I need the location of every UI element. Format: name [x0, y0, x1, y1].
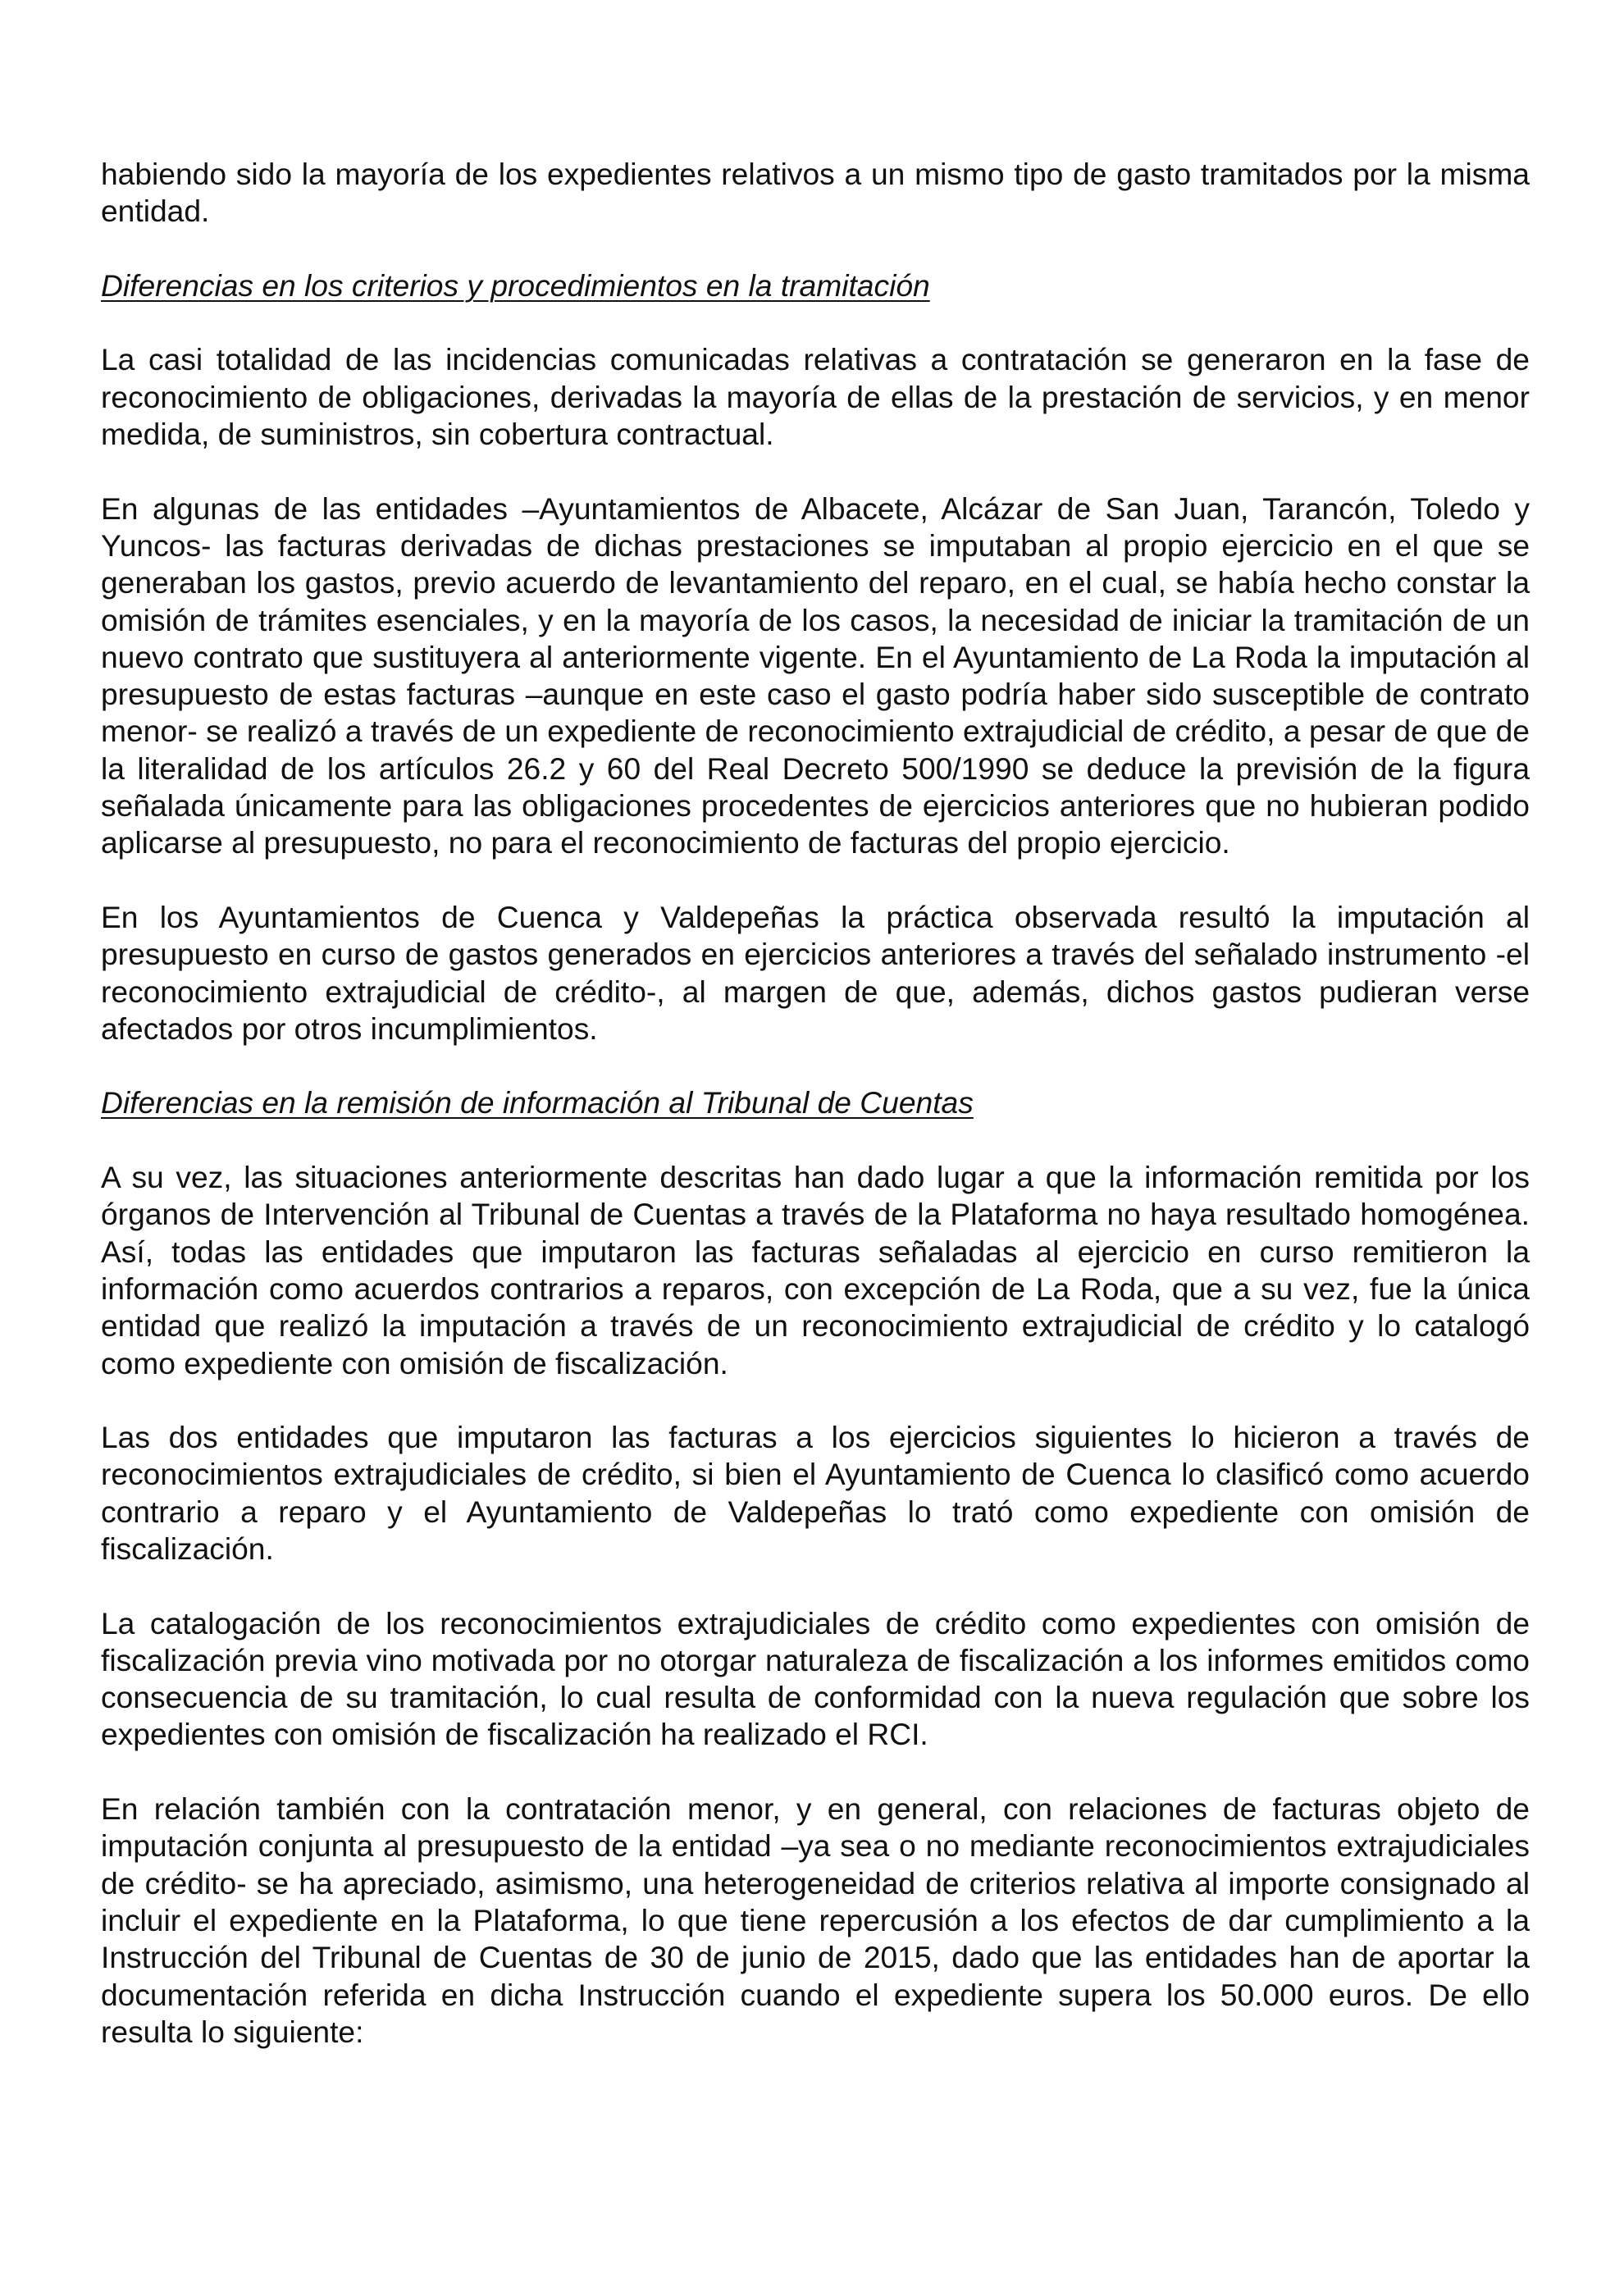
section-heading: Diferencias en la remisión de información al Tribunal de Cuentas — [101, 1085, 974, 1120]
paragraph: En relación también con la contratación menor, y en general, con relaciones de facturas objeto de imputación conjunta al presupuesto de la entidad –ya sea o no mediante reconocimientos extrajudiciales de crédito- se ha apreciado, asimismo, una heterogeneidad de criterios relativa al importe consignado al incluir el expediente en la Plataforma, lo que tiene repercusión a los efectos de dar cumplimiento a la Instrucción del Tribunal de Cuentas de 30 de junio de 2015, dado que las entidades han de aportar la documentación referida en dicha Instrucción cuando el expediente supera los 50.000 euros. De ello resulta lo siguiente: — [101, 1791, 1530, 2049]
paragraph: A su vez, las situaciones anteriormente descritas han dado lugar a que la información remitida por los órganos de Intervención al Tribunal de Cuentas a través de la Plataforma no haya resultado homogénea. Así, todas las entidades que imputaron las facturas señaladas al ejercicio en curso remitieron la información como acuerdos contrarios a reparos, con excepción de La Roda, que a su vez, fue la única entidad que realizó la imputación a través de un reconocimiento extrajudicial de crédito y lo catalogó como expediente con omisión de fiscalización. — [101, 1160, 1530, 1380]
paragraph: Las dos entidades que imputaron las facturas a los ejercicios siguientes lo hicieron a través de reconocimientos extrajudiciales de crédito, si bien el Ayuntamiento de Cuenca lo clasificó como acuerdo contrario a reparo y el Ayuntamiento de Valdepeñas lo trató como expediente con omisión de fiscalización. — [101, 1420, 1530, 1566]
paragraph: En algunas de las entidades –Ayuntamientos de Albacete, Alcázar de San Juan, Tarancón, Toledo y Yuncos- las facturas derivadas de dichas prestaciones se imputaban al propio ejercicio en el que se generaban los gastos, previo acuerdo de levantamiento del reparo, en el cual, se había hecho constar la omisión de trámites esenciales, y en la mayoría de los casos, la necesidad de iniciar la tramitación de un nuevo contrato que sustituyera al anteriormente vigente. En el Ayuntamiento de La Roda la imputación al presupuesto de estas facturas –aunque en este caso el gasto podría haber sido susceptible de contrato menor- se realizó a través de un expediente de reconocimiento extrajudicial de crédito, a pesar de que de la literalidad de los artículos 26.2 y 60 del Real Decreto 500/1990 se deduce la previsión de la figura señalada únicamente para las obligaciones procedentes de ejercicios anteriores que no hubieran podido aplicarse al presupuesto, no para el reconocimiento de facturas del propio ejercicio. — [101, 491, 1530, 860]
paragraph: habiendo sido la mayoría de los expedientes relativos a un mismo tipo de gasto tramitados por la misma entidad. — [101, 157, 1530, 229]
document-page — [101, 156, 1530, 2088]
paragraph: En los Ayuntamientos de Cuenca y Valdepeñas la práctica observada resultó la imputación al presupuesto en curso de gastos generados en ejercicios anteriores a través del señalado instrumento -el reconocimiento extrajudicial de crédito-, al margen de que, además, dichos gastos pudieran verse afectados por otros incumplimientos. — [101, 899, 1530, 1046]
section-heading: Diferencias en los criterios y procedimientos en la tramitación — [101, 267, 930, 303]
paragraph: La casi totalidad de las incidencias comunicadas relativas a contratación se generaron en la fase de reconocimiento de obligaciones, derivadas la mayoría de ellas de la prestación de servicios, y en menor medida, de suministros, sin cobertura contractual. — [101, 342, 1530, 452]
paragraph: La catalogación de los reconocimientos extrajudiciales de crédito como expedientes con omisión de fiscalización previa vino motivada por no otorgar naturaleza de fiscalización a los informes emitidos como consecuencia de su tramitación, lo cual resulta de conformidad con la nueva regulación que sobre los expedientes con omisión de fiscalización ha realizado el RCI. — [101, 1605, 1530, 1752]
